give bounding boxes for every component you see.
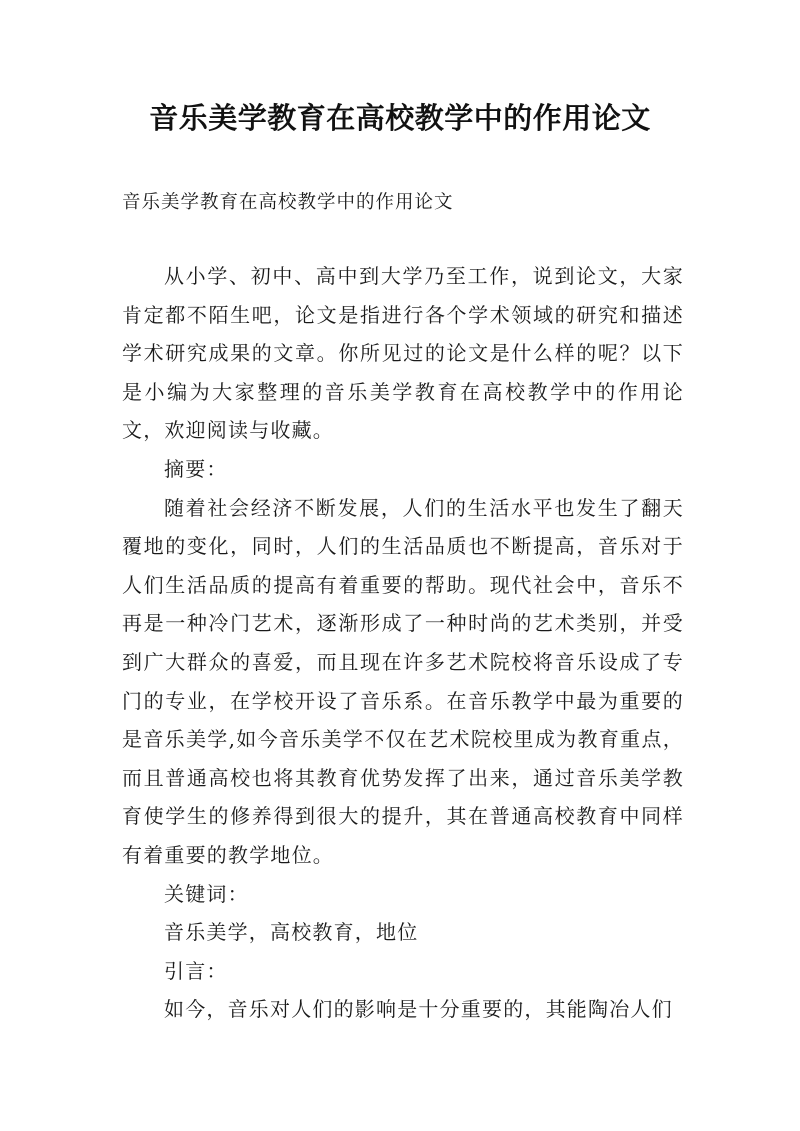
- abstract-heading: 摘要：: [164, 456, 228, 481]
- keywords-heading: 关键词：: [164, 881, 249, 906]
- paragraph-intro: 从小学、初中、高中到大学乃至工作，说到论文，大家肯定都不陌生吧，论文是指进行各个学术领域的研究和描述学术研究成果的文章。你所见过的论文是什么样的呢？以下是小编为大家整理的音乐美学教育在高校教学中的作用论文，欢迎阅读与收藏。: [122, 264, 684, 443]
- document-subtitle: 音乐美学教育在高校教学中的作用论文: [122, 192, 454, 213]
- keywords-list: 音乐美学，高校教育，地位: [164, 920, 419, 945]
- document-body: [122, 257, 684, 1029]
- paragraph-abstract: 随着社会经济不断发展，人们的生活水平也发生了翻天覆地的变化，同时，人们的生活品质也不断提高，音乐对于人们生活品质的提高有着重要的帮助。现代社会中，音乐不再是一种冷门艺术，逐渐形成了一种时尚的艺术类别，并受到广大群众的喜爱，而且现在许多艺术院校将音乐设成了专门的专业，在学校开设了音乐系。在音乐教学中最为重要的是音乐美学,如今音乐美学不仅在艺术院校里成为教育重点，而且普通高校也将其教育优势发挥了出来，通过音乐美学教育使学生的修养得到很大的提升，其在普通高校教育中同样有着重要的教学地位。: [122, 495, 684, 867]
- paragraph-introduction: 如今，音乐对人们的影响是十分重要的，其能陶冶人们: [164, 997, 673, 1022]
- document-title: 音乐美学教育在高校教学中的作用论文: [149, 101, 651, 135]
- introduction-heading: 引言：: [164, 958, 228, 983]
